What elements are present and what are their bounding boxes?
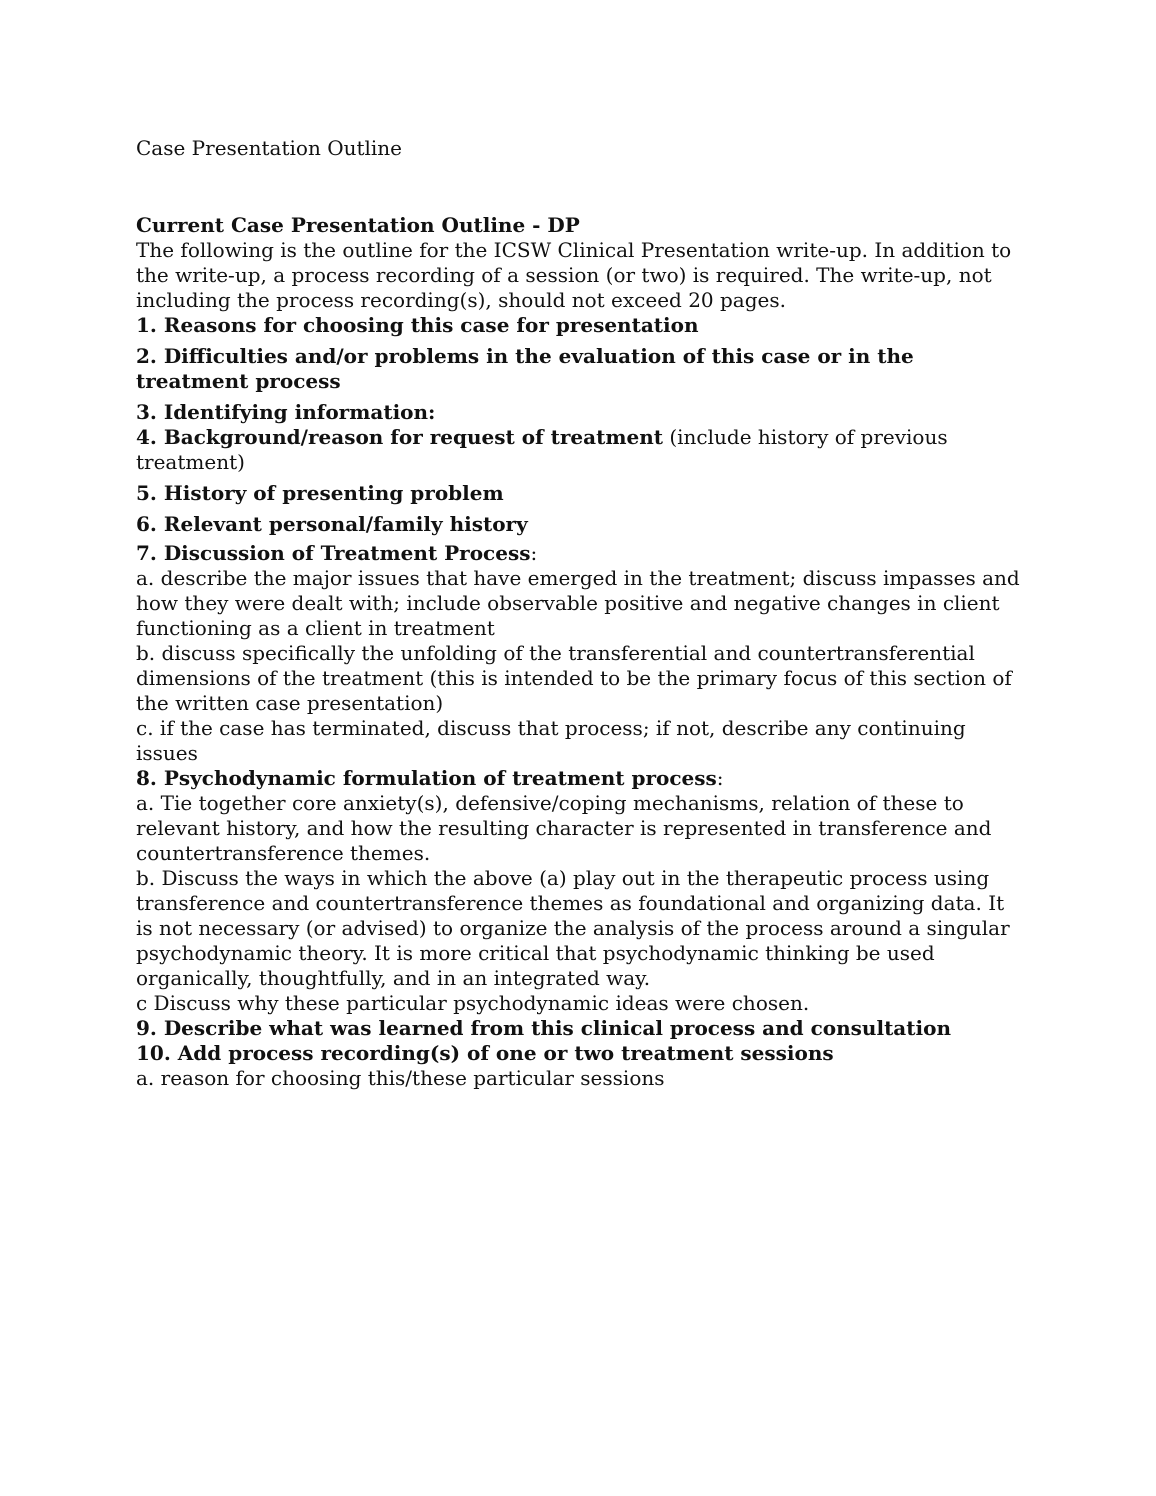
outline-item-9: 9. Describe what was learned from this clinical process and consultation bbox=[136, 1016, 951, 1040]
outline-item-2: 2. Difficulties and/or problems in the evaluation of this case or in the treatment process bbox=[136, 344, 914, 393]
outline-item-7: 7. Discussion of Treatment Process: bbox=[136, 541, 538, 565]
document-content bbox=[136, 136, 1026, 1091]
item7-sub-c: c. if the case has terminated, discuss that process; if not, describe any continuing issues bbox=[136, 716, 966, 765]
spacer bbox=[136, 161, 1026, 213]
document-title: Case Presentation Outline bbox=[136, 136, 403, 160]
item8-sub-b: b. Discuss the ways in which the above (a) play out in the therapeutic process using transference and countertransference themes as foundational and organizing data. It is not necessary (or advised) to organize the analysis of the process around a singular psychodynamic theory. It is more critical that psychodynamic thinking be used organically, thoughtfully, and in an integrated way. bbox=[136, 866, 1010, 990]
item8-sub-a: a. Tie together core anxiety(s), defensive/coping mechanisms, relation of these to relevant history, and how the resulting character is represented in transference and countertransference themes. bbox=[136, 791, 992, 865]
intro-paragraph: The following is the outline for the ICSW Clinical Presentation write-up. In addition to the write-up, a process recording of a session (or two) is required. The write-up, not including the process recording(s), should not exceed 20 pages. bbox=[136, 238, 1012, 312]
outline-item-6: 6. Relevant personal/family history bbox=[136, 512, 528, 536]
item7-sub-b: b. discuss specifically the unfolding of the transferential and countertransferential dimensions of the treatment (this is intended to be the primary focus of this section of the written case presentation) bbox=[136, 641, 1012, 715]
item10-sub-a: a. reason for choosing this/these particular sessions bbox=[136, 1066, 665, 1090]
outline-item-3: 3. Identifying information: bbox=[136, 400, 436, 424]
outline-item-5: 5. History of presenting problem bbox=[136, 481, 504, 505]
outline-item-4: 4. Background/reason for request of treatment (include history of previous treatment) bbox=[136, 425, 948, 474]
outline-item-8: 8. Psychodynamic formulation of treatment process: bbox=[136, 766, 724, 790]
outline-item-10: 10. Add process recording(s) of one or two treatment sessions bbox=[136, 1041, 834, 1065]
item8-sub-c: c Discuss why these particular psychodynamic ideas were chosen. bbox=[136, 991, 810, 1015]
outline-item-1: 1. Reasons for choosing this case for presentation bbox=[136, 313, 699, 337]
item7-sub-a: a. describe the major issues that have emerged in the treatment; discuss impasses and how they were dealt with; include observable positive and negative changes in client functioning as a client in treatment bbox=[136, 566, 1020, 640]
outline-heading: Current Case Presentation Outline - DP bbox=[136, 213, 580, 237]
